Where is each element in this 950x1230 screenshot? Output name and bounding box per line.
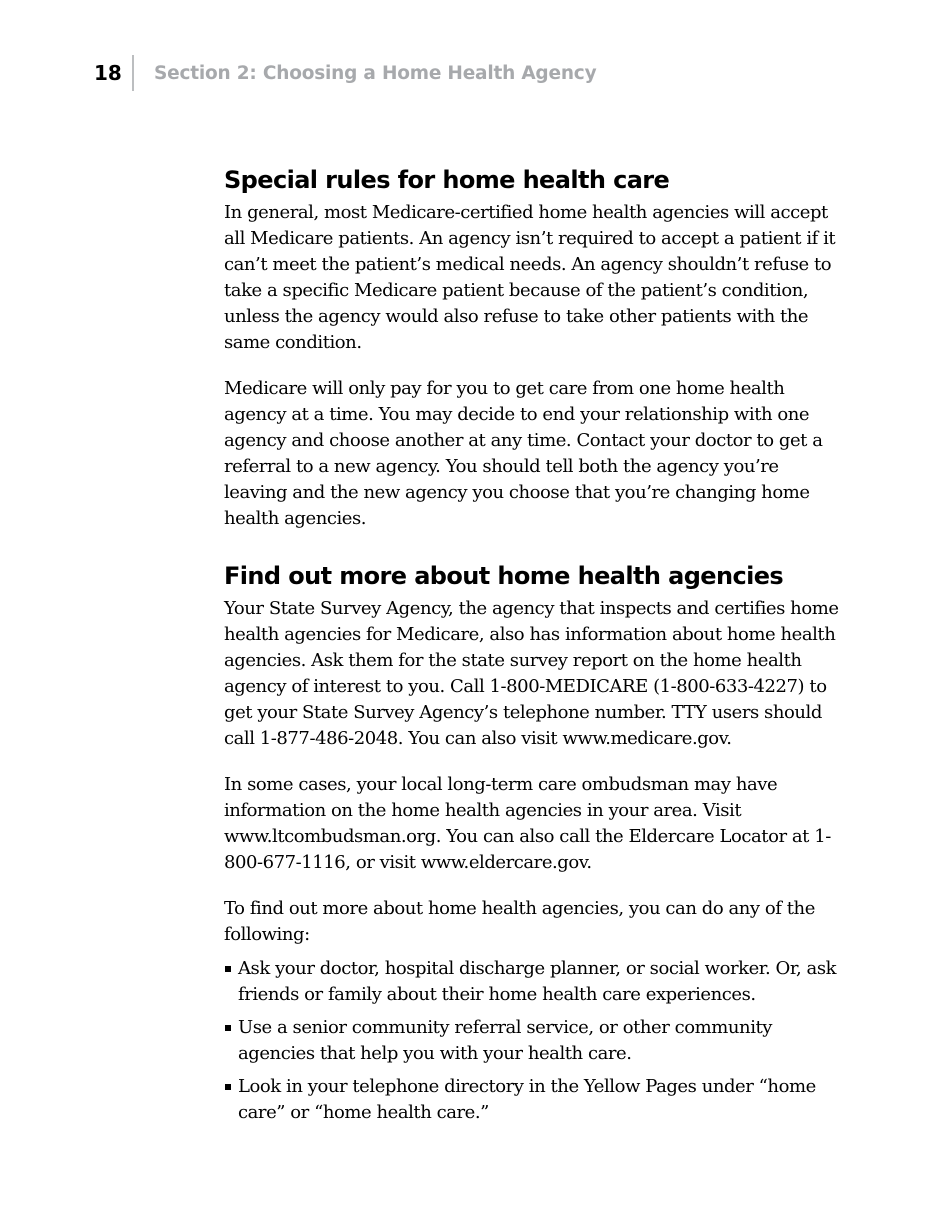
paragraph: Your State Survey Agency, the agency that inspects and certifies home health agencies for Medicare, also has information about home health agencies. Ask them for the state survey report on the home health agency of interest to you. Call 1-800-MEDICARE (1-800-633-4227) to get your State Survey Agency’s telephone number. TTY users should call 1-877-486-2048. You can also visit www.medicare.gov. — [224, 598, 839, 749]
list-item-text: Ask your doctor, hospital discharge planner, or social worker. Or, ask friends or family about their home health care experiences. — [238, 958, 837, 1005]
list-item-text: Look in your telephone directory in the Yellow Pages under “home care” or “home health care.” — [238, 1076, 816, 1123]
page-header — [94, 55, 596, 91]
bullet-icon — [225, 966, 231, 972]
paragraph: In some cases, your local long-term care ombudsman may have information on the home health agencies in your area. Visit www.ltcombudsman.org. You can also call the Eldercare Locator at 1-800-677-1116, or visit www.eldercare.gov. — [224, 774, 831, 873]
paragraph: To find out more about home health agencies, you can do any of the following: — [224, 898, 815, 945]
section-heading-find-out-more: Find out more about home health agencies — [224, 562, 784, 590]
list-item — [224, 1015, 844, 1067]
main-content — [224, 160, 844, 1133]
paragraph: In general, most Medicare-certified home health agencies will accept all Medicare patients. An agency isn’t required to accept a patient if it can’t meet the patient’s medical needs. An agency shouldn’t refuse to take a specific Medicare patient because of the patient’s condition, unless the agency would also refuse to take other patients with the same condition. — [224, 202, 836, 353]
section-title: Section 2: Choosing a Home Health Agency — [154, 62, 597, 84]
bullet-icon — [225, 1025, 231, 1031]
list-item-text: Use a senior community referral service, or other community agencies that help you with your health care. — [238, 1017, 772, 1064]
paragraph: Medicare will only pay for you to get care from one home health agency at a time. You may decide to end your relationship with one agency and choose another at any time. Contact your doctor to get a referral to a new agency. You should tell both the agency you’re leaving and the new agency you choose that you’re changing home health agencies. — [224, 378, 823, 529]
header-divider — [132, 55, 134, 91]
section-heading-special-rules: Special rules for home health care — [224, 166, 670, 194]
list-item — [224, 1074, 844, 1126]
page-number: 18 — [94, 61, 122, 85]
bullet-icon — [225, 1084, 231, 1090]
bullet-list — [224, 956, 844, 1126]
list-item — [224, 956, 844, 1008]
